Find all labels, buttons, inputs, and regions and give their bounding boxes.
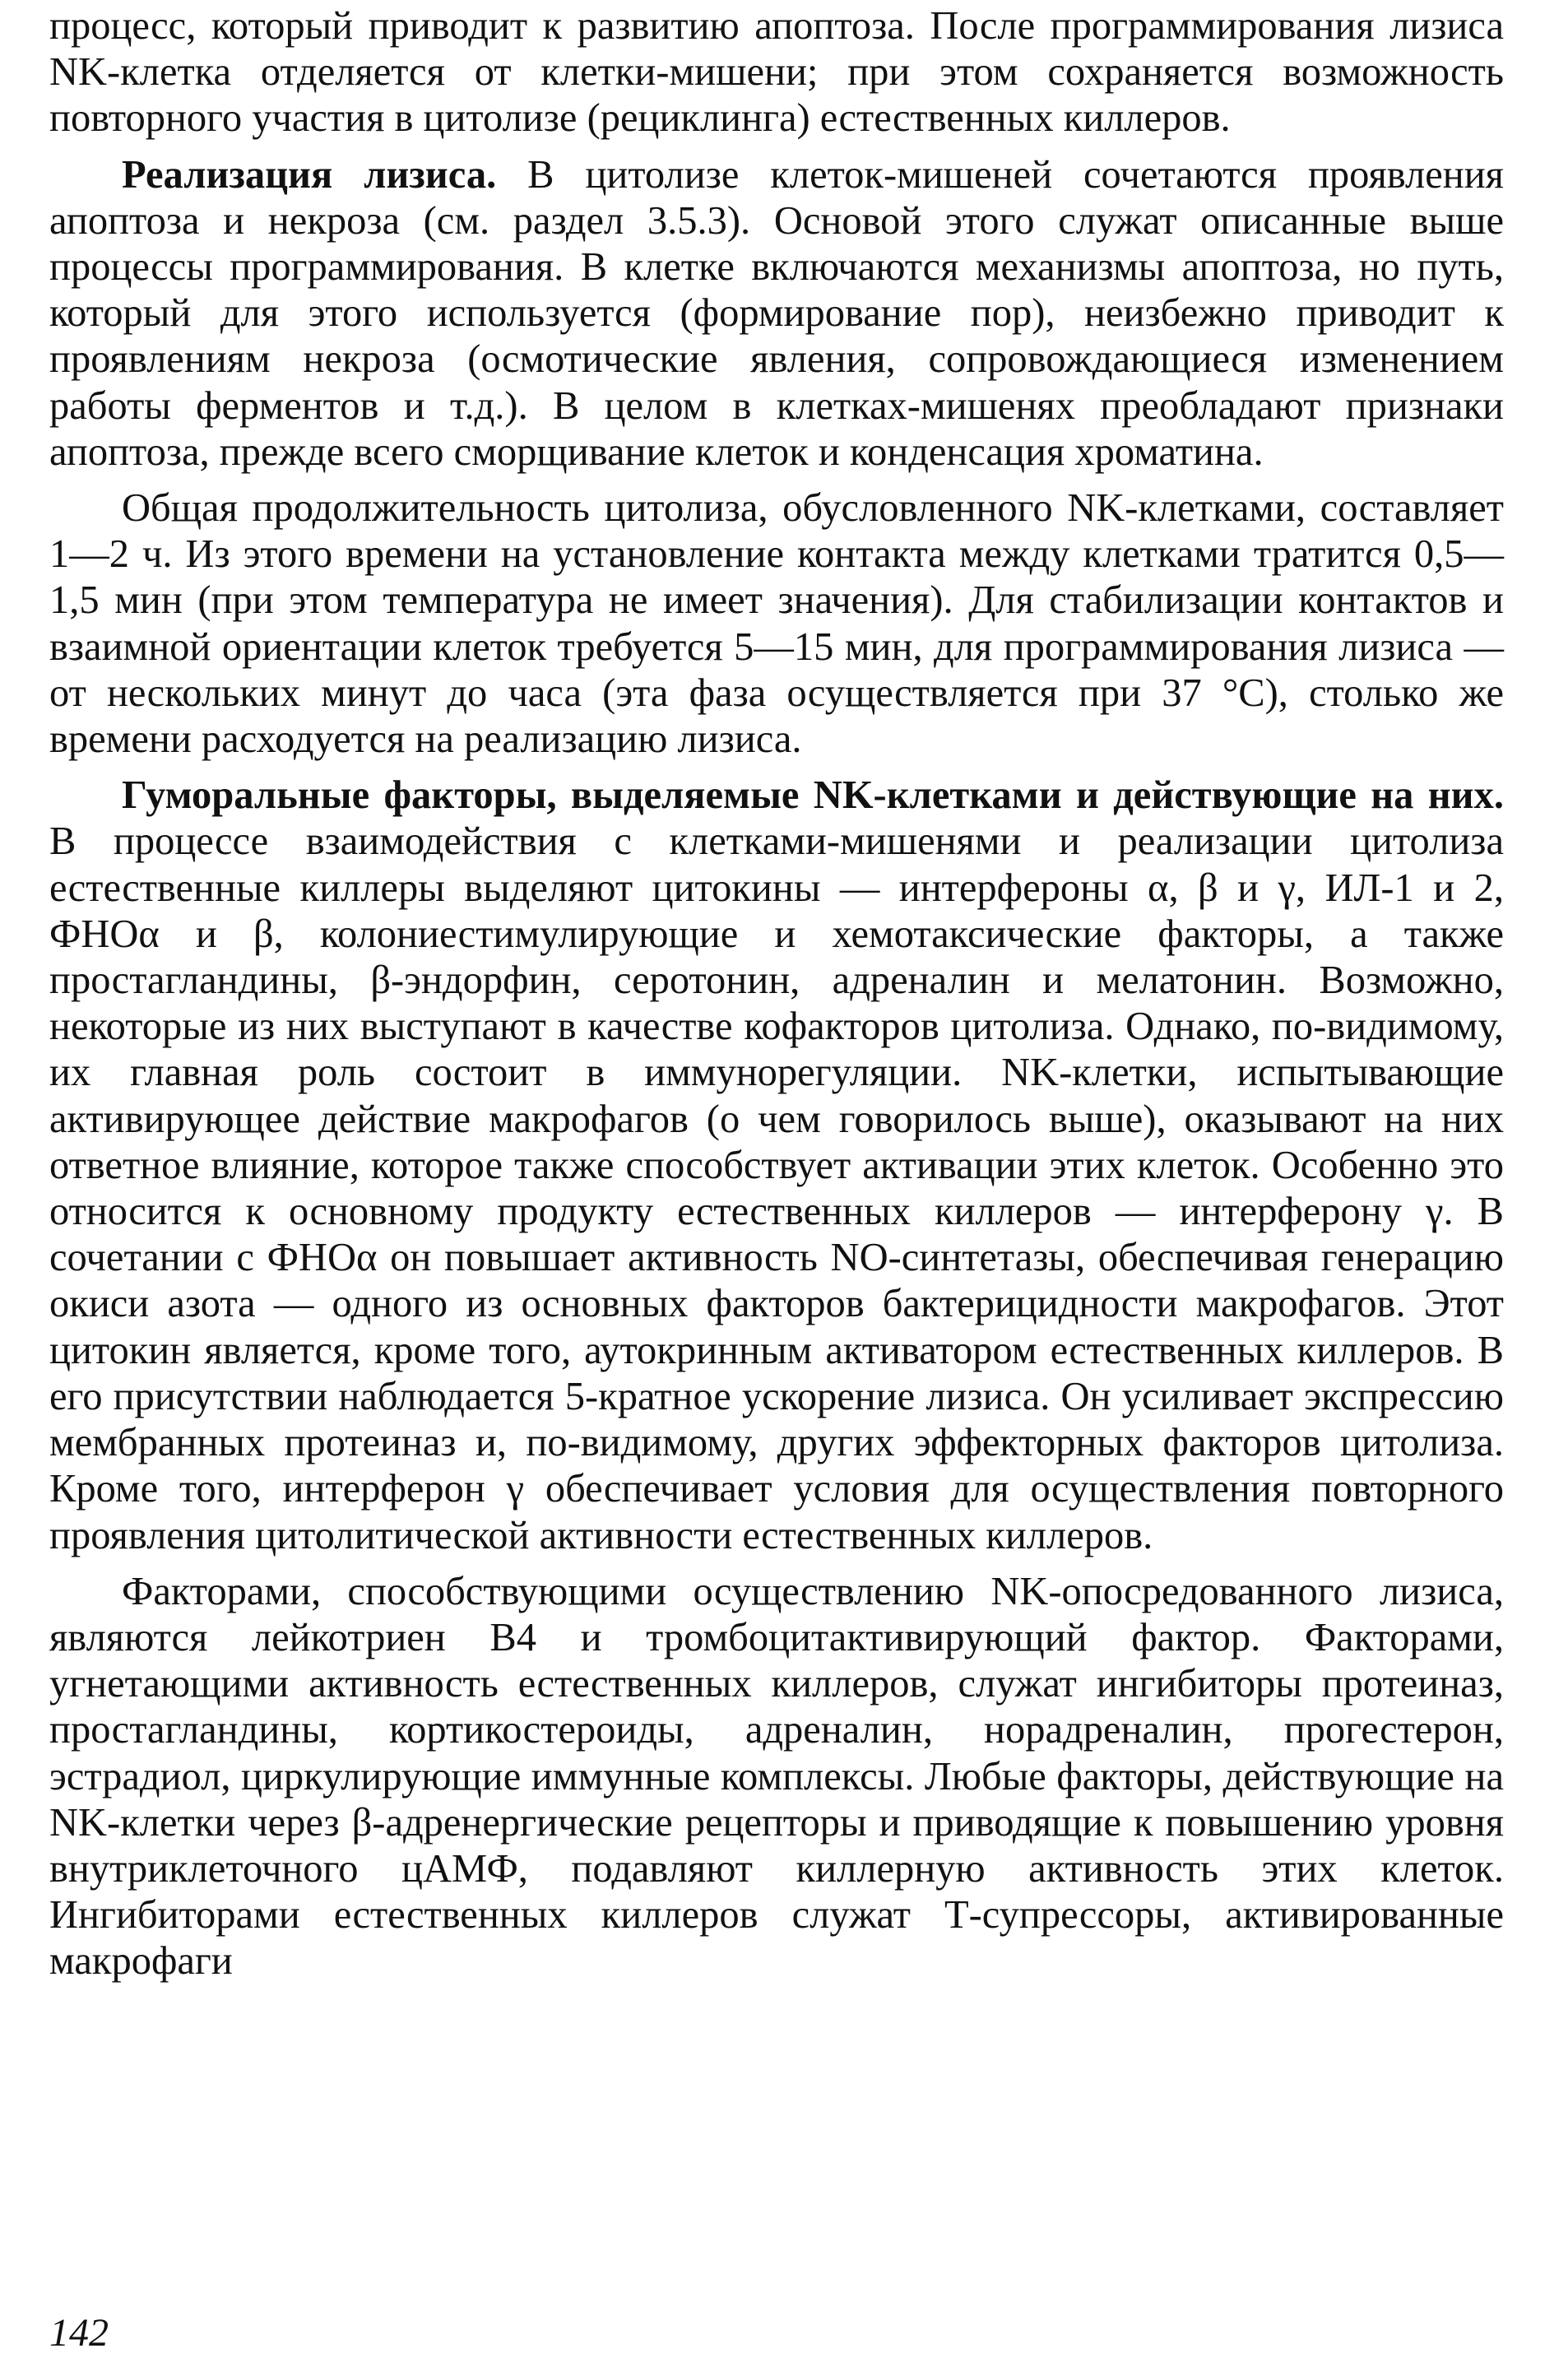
paragraph-heading: Гуморальные факторы, выделяемые NK-клетками и действующие на них. [122, 773, 1504, 818]
paragraph-text: Факторами, способствующими осуществлению NK-опосредованного лизиса, являются лейкотриен В4 и тромбоцитактивирующий фактор. Факторами, угнетающими активность естественных киллеров, служат ингибиторы протеиназ, простагландины, кортикостероиды, адреналин, норадреналин, прогестерон, эстрадиол, циркулирующие иммунные комплексы. Любые факторы, действующие на NK-клетки через β-адренергические рецепторы и приводящие к повышению уровня внутриклеточного цАМФ, подавляют киллерную активность этих клеток. Ингибиторами естественных киллеров служат Т-супрессоры, активированные макрофаги [49, 1569, 1504, 1984]
paragraph-text: В цитолизе клеток-мишеней сочетаются проявления апоптоза и некроза (см. раздел 3.5.3). Основой этого служат описанные выше процессы программирования. В клетке включаются механизмы апоптоза, но путь, который для этого используется (формирование пор), неизбежно приводит к проявлениям некроза (осмотические явления, сопровождающиеся изменением работы ферментов и т.д.). В целом в клетках-мишенях преобладают признаки апоптоза, прежде всего сморщивание клеток и конденсация хроматина. [49, 152, 1504, 474]
paragraph-3 [49, 485, 1504, 763]
paragraph-heading: Реализация лизиса. [122, 152, 497, 197]
page-number: 142 [49, 2311, 109, 2355]
book-page [49, 3, 1504, 2356]
paragraph-4 [49, 773, 1504, 1558]
paragraph-1 [49, 3, 1504, 142]
paragraph-2 [49, 152, 1504, 476]
paragraph-text: Общая продолжительность цитолиза, обусловленного NK-клетками, составляет 1—2 ч. Из этого времени на установление контакта между клетками тратится 0,5—1,5 мин (при этом температура не имеет значения). Для стабилизации контактов и взаимной ориентации клеток требуется 5—15 мин, для программирования лизиса — от нескольких минут до часа (эта фаза осуществляется при 37 °С), столько же времени расходуется на реализацию лизиса. [49, 486, 1504, 762]
paragraph-5 [49, 1569, 1504, 1985]
paragraph-text: В процессе взаимодействия с клетками-мишенями и реализации цитолиза естественные киллеры выделяют цитокины — интерфероны α, β и γ, ИЛ-1 и 2, ФНОα и β, колониестимулирующие и хемотаксические факторы, а также простагландины, β-эндорфин, серотонин, адреналин и мелатонин. Возможно, некоторые из них выступают в качестве кофакторов цитолиза. Однако, по-видимому, их главная роль состоит в иммунорегуляции. NK-клетки, испытывающие активирующее действие макрофагов (о чем говорилось выше), оказывают на них ответное влияние, которое также способствует активации этих клеток. Особенно это относится к основному продукту естественных киллеров — интерферону γ. В сочетании с ФНОα он повышает активность NO-синтетазы, обеспечивая генерацию окиси азота — одного из основных факторов бактерицидности макрофагов. Этот цитокин является, кроме того, аутокринным активатором естественных киллеров. В его присутствии наблюдается 5-кратное ускорение лизиса. Он усиливает экспрессию мембранных протеиназ и, по-видимому, других эффекторных факторов цитолиза. Кроме того, интерферон γ обеспечивает условия для осуществления повторного проявления цитолитической активности естественных киллеров. [49, 819, 1504, 1557]
paragraph-text: процесс, который приводит к развитию апоптоза. После программирования лизиса NK-клетка отделяется от клетки-мишени; при этом сохраняется возможность повторного участия в цитолизе (рециклинга) естественных киллеров. [49, 4, 1504, 141]
